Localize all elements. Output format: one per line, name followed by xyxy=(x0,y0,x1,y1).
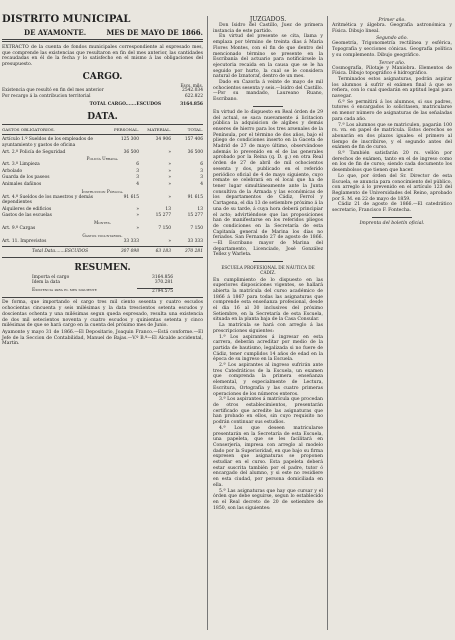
escuela-paragraph: 7.ª Los alumnos que se matriculen, pagarán 100 rs. vn. en papel de matrícula. Estos derechos se abonarán en dos plazos iguales: el primero al tiempo de inscribirse, y el segundo antes del exámen de fin de curso. xyxy=(332,122,452,151)
data-row-material: » xyxy=(168,175,171,181)
data-row-personal: 6 xyxy=(136,162,139,168)
data-row-personal: » xyxy=(136,225,139,231)
data-row-label: Animales dañinos xyxy=(2,181,42,187)
data-row-total: 15 277 xyxy=(187,213,203,219)
data-row-material: » xyxy=(168,149,171,155)
data-row-total: 33 333 xyxy=(187,238,203,244)
cargo-rows xyxy=(2,88,203,99)
data-sections xyxy=(2,137,203,244)
imprint-rule xyxy=(372,217,412,218)
cargo-row-value: 622.822 xyxy=(184,93,203,99)
data-row-personal: 33 333 xyxy=(123,238,139,244)
data-row-personal: » xyxy=(136,213,139,219)
section-rule xyxy=(253,261,283,262)
data-row-label: Gastos de las escuelas xyxy=(2,213,52,219)
juzgados-paragraph: En virtud del presente se cita, llama y emplaza por término de treinta dias á María Flores Montes, con el fin de que dentro del mencionado término se presente en la Escribanía del actuario para notificársele la ejecutoria recaida en la causa que se le ha seguido por hurto, la cual se le considera natural de Iznatoraf, dentro de un mes. xyxy=(213,34,323,80)
cargo-total-value: 3164.856 xyxy=(180,102,203,108)
data-section-title: Gastos voluntarios. xyxy=(82,232,123,238)
escuela-year-subjects: Aritmética y álgebra. Geografía astronómica y Física. Dibujo lineal. xyxy=(332,23,452,34)
data-row xyxy=(2,137,203,148)
data-row-material: » xyxy=(168,168,171,174)
data-row xyxy=(2,213,203,219)
data-total-row xyxy=(2,249,203,255)
data-row-total: 36 500 xyxy=(187,149,203,155)
juzgados-column xyxy=(213,0,323,511)
masthead-rule xyxy=(2,39,203,42)
data-section-title: Montes. xyxy=(94,219,111,225)
data-header-material: MATERIAL. xyxy=(147,126,171,132)
data-row xyxy=(2,175,203,181)
data-heading: DATA. xyxy=(87,111,118,122)
juzgados-paragraphs xyxy=(213,23,323,103)
masthead-title: DISTRITO MUNICIPAL xyxy=(2,14,131,25)
escuela-rule: 1.ª Los aspirantes á ingresar en esta carrera, deberán acreditar por medio de la partida de bautismo, legalizada si no fuere de Cádiz, tener cumplidos 14 años de edad en la época de su ingreso en la Escuela. xyxy=(213,334,323,363)
data-rule xyxy=(2,134,203,135)
data-row xyxy=(2,207,203,213)
resumen-row-value: 370.281 xyxy=(154,280,173,286)
escuela-paragraph: 6.ª Se permitirá á los alumnos, si sus padres, tutores ó encargados lo solicitasen, matricularse en menor número de asignaturas de las señaladas para cada año. xyxy=(332,99,452,122)
escuela-rules xyxy=(213,323,323,511)
escuela-years xyxy=(332,18,452,77)
cargo-row-label: Por recargo á la contribucion territorial xyxy=(2,93,91,99)
data-row-material: » xyxy=(168,194,171,200)
data-row-total: 91 615 xyxy=(187,194,203,200)
data-row xyxy=(2,195,203,206)
cargo-total-row xyxy=(2,102,203,108)
escuela-rule: 2.ª Los aspirantes al ingreso sufrirán ante tres Catedráticos de la Escuela, un examen que comprenda la primera enseñanza elemental, y especialmente de Lectura, Escritura, Ortografía y las cuatro primeras operaciones de los números enteros. xyxy=(213,363,323,397)
data-row-personal: » xyxy=(136,206,139,212)
data-row-label: Art. 9.º Cargas xyxy=(2,225,36,231)
cargo-heading: CARGO. xyxy=(82,71,123,82)
escuela-year-title: Tercer año. xyxy=(378,60,406,66)
data-header-personal: PERSONAL. xyxy=(114,126,139,132)
escuela-paragraph: Lo que, por órden del Sr. Director de esta Escuela, se anuncia para conocimiento del público, con arreglo á lo prevenido en el artículo 123 del Reglamento de Universidades del Reino, aprobado por S. M. en 22 de mayo de 1859. xyxy=(332,173,452,202)
resumen-rule xyxy=(2,297,203,298)
resumen-row-label: Importa el cargo xyxy=(32,274,70,280)
data-row-personal: 3 xyxy=(136,168,139,174)
cargo-row xyxy=(2,94,203,100)
escuela-rule: 4.ª Los que deseen matricularse presentarán en la Secretaría de esta Escuela, una papeleta, que se les facilitará en Conserjería, impresa con arreglo al modelo dado por la Superioridad, en que bajo su firma expresen que asignaturas se proponen estudiar en el curso. Esta papeleta deberá estar suscrita también por el padre, tutor ó encargado del alumno, y si este no residiere en esta ciudad, por persona domiciliada en ella. xyxy=(213,425,323,488)
masthead-month: MES DE MAYO DE 1866. xyxy=(106,28,203,37)
data-section-title: Instruccion Pública. xyxy=(81,188,124,194)
data-row-material: 15 277 xyxy=(155,213,171,219)
extracto-intro: EXTRACTO de la cuenta de fondos municipales correspondiente al expresado mes, que comprende las existencias que resultaron en fin del mes anterior, las cantidades recaudadas en él de la fecha y lo satisfecho en el mismo á las obligaciones del presupuesto. xyxy=(2,45,203,68)
data-row-label: Art. 2.º Policía de Seguridad xyxy=(2,149,66,155)
column-divider xyxy=(207,16,208,630)
data-row xyxy=(2,169,203,175)
municipal-accounts-column xyxy=(2,0,203,347)
cargo-total-label: TOTAL CARGO.......ESCUDOS xyxy=(89,102,161,108)
escuela-rule: 3.ª Los aspirantes á matrícula que procedan de otros establecimientos, presentarán certificado que acredite las asignaturas que han probado en ellos, sin cuyo requisito no podrán continuar sus estudios. xyxy=(213,397,323,426)
data-row xyxy=(2,239,203,245)
data-total-label: Total Data.......ESCUDOS xyxy=(32,249,89,255)
cargo-row-label: Existencia que resultó en fin del mes anterior xyxy=(2,88,104,94)
resumen-rows xyxy=(2,275,203,286)
data-rule xyxy=(2,246,203,247)
resumen-row-value: 3164.856 xyxy=(152,274,173,280)
data-row-total: 3 xyxy=(200,168,203,174)
data-row-label: Art. 4.º Sueldos de los maestros y demás dependientes xyxy=(2,194,94,206)
escuela-year-subjects: Geometría, Trigonometría rectilínea y esférica, Topografía y secciones cónicas. Geografía política y su complemento. Dibujo geográfico. xyxy=(332,41,452,58)
data-header-total: TOTAL. xyxy=(187,126,203,132)
data-row xyxy=(2,150,203,156)
data-total-total: 370 281 xyxy=(184,249,203,255)
escuela-body: En cumplimiento de lo dispuesto en las superiores disposiciones vigentes, se hallará abierta la matrícula del curso académico de 1866 á 1867 para todas las asignaturas que comprende esta enseñanza profesional, desde el dia 16 al 30 inclusives del próximo Setiembre, en la Secretaría de esta Escuela, situada en la planta baja de la Casa Consular. xyxy=(213,277,323,323)
juzgados-paragraph: Don Isidro del Castillo, Juez de primera instancia de este partido. xyxy=(213,23,323,34)
escuela-continued-column xyxy=(332,16,452,226)
data-row-personal: 91 615 xyxy=(123,194,139,200)
closing-paragraph: De forma, que importando el cargo tres mil ciento sesenta y cuatro escudos ochocientas cincuenta y seis milésimas y la data trescientos setenta escudos y doscientas ochenta y una milésimas segun queda espresado, resulta una existencia de dos mil setecientos noventa y cuatro escudos y quinientas setenta y cinco milésimas de que se hará cargo en la cuenta del próximo mes de Junio. xyxy=(2,300,203,329)
data-row-label: Artículo 1.º Sueldos de los empleados de ayuntamiento y gastos de oficina xyxy=(2,137,93,148)
data-row-label: Guarda de los paseos xyxy=(2,175,50,181)
data-row-total: 6 xyxy=(200,162,203,168)
escuela-heading: ESCUELA PROFESIONAL DE NÁUTICA DE CÁDIZ. xyxy=(221,265,315,276)
data-row-label: Alquileres de edificios xyxy=(2,206,52,212)
resumen-row xyxy=(32,280,173,286)
escuela-paragraph: Terminados estos asignaturas, podrán aspirar los alumnos á sufrir el exámen final á que se refiera, con lo cual quedarán en aptitud legal para navegar. xyxy=(332,76,452,100)
data-row-total: 7 150 xyxy=(190,225,203,231)
resumen-heading: RESUMEN. xyxy=(74,262,131,273)
data-row xyxy=(2,226,203,232)
resumen-result-row xyxy=(2,288,203,295)
data-row-total: 157 406 xyxy=(184,137,203,143)
data-row-label: Art. 11. Imprevistos xyxy=(2,238,47,244)
masthead-place: DE AYAMONTE. xyxy=(24,28,87,37)
escuela-rule: 5.ª Las asignaturas que hay que cursar y el órden que debe seguirse, segun lo establecido en el Real decreto de 20 de setiembre de 1850, son las siguientes: xyxy=(213,488,323,511)
data-row xyxy=(2,182,203,188)
escuela-year-title: Primer año. xyxy=(378,18,406,23)
cargo-row-value: 2542.034 xyxy=(182,88,203,94)
data-row-material: » xyxy=(168,181,171,187)
escuela-after xyxy=(332,77,452,214)
resumen-result-value: 2794.575 xyxy=(137,288,173,295)
masthead-subtitle xyxy=(2,28,203,37)
section-rule xyxy=(253,106,283,107)
data-row-personal: 3 xyxy=(136,175,139,181)
data-total-personal: 307 098 xyxy=(120,249,139,255)
escuela-paragraph: 8.ª También satisfarán 20 rs. vellón por derechos de exámen, tanto en el de ingreso como en los de fin de curso; siendo cada documento los desembolsos que tienen que hacer. xyxy=(332,151,452,174)
data-row-material: 13 xyxy=(165,206,171,212)
resumen-result-label: Existencia para el mes siguiente xyxy=(32,287,97,293)
cargo-unit: Escs. mils. xyxy=(180,82,203,88)
real-orden-paragraph: En virtud de lo dispuesto en Real órden de 29 del actual, se saca nuevamente á licitacion pública la adquisicion de algibes y demás enseres de hierro para los tres arsenales de la Península, por el término de dos años, bajo el pliego de condiciones inserto en la Gaceta de Madrid de 27 de mayo último, observándose además lo prevenido en el de las generales aprobado por la Reina (q. D. g.) en otra Real órden de 27 de abril de mil ochocientos sesenta y dos, publicado en el referido periódico oficial de 4 de mayo siguiente, cuyo remate se celebrará en el local que ha de tener lugar simultáneamente ante la Junta consultiva de la Armada y las económicas de los departamentos de Cádiz, Ferrol y Cartagena, el dia 13 de setiembre próximo á la una de su tarde, á cuya hora deberá principiar el acto; advirtiéndose que las proposiciones han de manifestarse en los referidos pliegos de condiciones en la Secretaría de esta Capitanía general de Marina los dias no feriados. San Fernando 27 de agosto de 1866.—El Escribano mayor de Marina del departamento, Licenciado, José González Tellez y Warleta. xyxy=(213,109,323,258)
data-header-concept: GASTOS OBLIGATORIOS. xyxy=(2,126,55,132)
data-row-total: 4 xyxy=(200,181,203,187)
imprint: Imprenta del boletín oficial. xyxy=(359,220,425,226)
escuela-year-subjects: Cosmografía, Pilotaje y Maniobra. Elementos de Física. Dibujo topográfico é hidrográfico. xyxy=(332,65,452,77)
data-row-personal: 125 300 xyxy=(120,137,139,143)
escuela-year-title: Segundo año. xyxy=(376,36,408,42)
data-rule xyxy=(2,257,203,258)
data-row xyxy=(2,162,203,168)
data-row-label: Arbolado xyxy=(2,168,23,174)
escuela-rule: La matrícula se hará con arreglo á las prescripciones siguientes: xyxy=(213,323,323,334)
data-rule xyxy=(2,124,203,125)
juzgados-paragraph: Dado en Cazorla á veinte de mayo de mil ochocientos sesenta y seis.—Isidro del Castillo.—Por su mandado, Laureano Ruano, Escribano. xyxy=(213,80,323,103)
data-section-title: Policía Urbana. xyxy=(86,156,119,162)
data-total-material: 63 183 xyxy=(155,249,171,255)
data-row-label: Art. 3.º Limpieza xyxy=(2,162,40,168)
data-header-row xyxy=(2,127,203,133)
data-row-personal: 36 500 xyxy=(123,149,139,155)
escuela-paragraph: Cádiz 21 de agosto de 1866.—El catedrático secretario, Francisco F. Fontecha. xyxy=(332,202,452,214)
data-row-total: 3 xyxy=(200,175,203,181)
juzgados-heading: JUZGADOS. xyxy=(249,16,287,23)
resumen-row-label: Idem la data xyxy=(32,280,60,286)
data-row-material: » xyxy=(168,162,171,168)
data-row-material: 34 906 xyxy=(155,137,171,143)
data-row-material: 7 150 xyxy=(158,225,171,231)
data-row-material: » xyxy=(168,238,171,244)
column-divider xyxy=(327,16,328,630)
data-row-personal: 4 xyxy=(136,181,139,187)
signature-paragraph: Ayamonte y mayo 31 de 1866.—El Depositario, Joaquin Franco.—Está conforme.—El Jefe de la Seccion de Contabilidad, Manuel de Bajas.—V.º B.º—El Alcalde accidental, Martin. xyxy=(2,330,203,347)
data-row-total: 13 xyxy=(197,206,203,212)
